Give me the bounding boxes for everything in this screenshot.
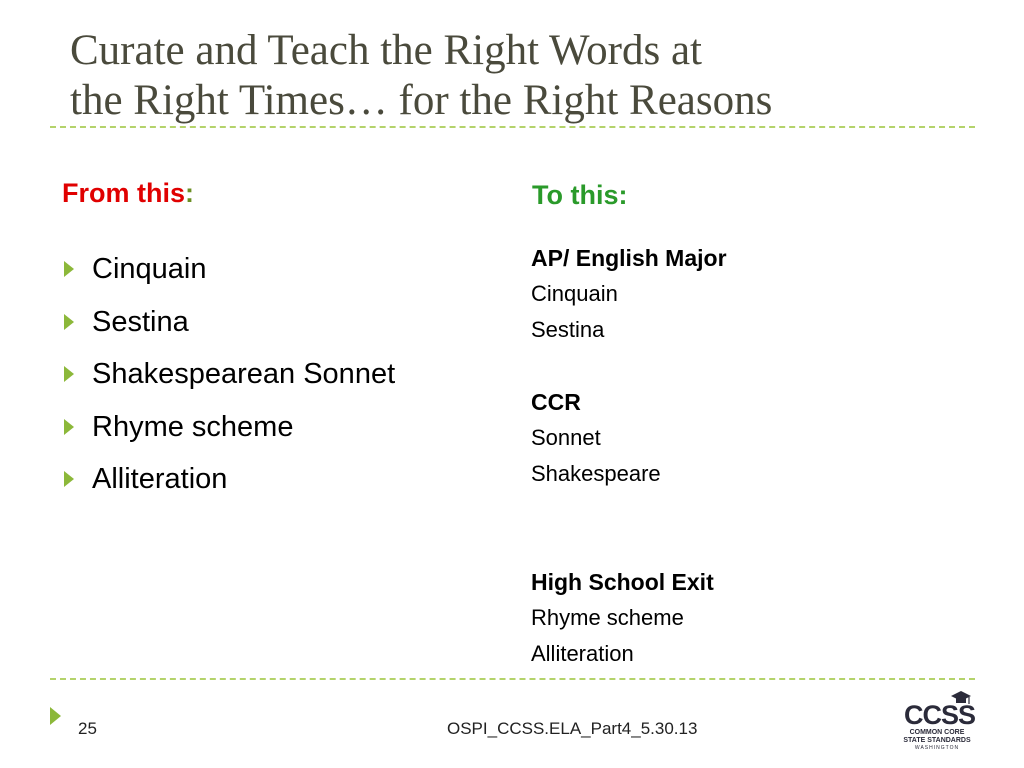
group-ap-english-major xyxy=(531,240,727,348)
group-title: AP/ English Major xyxy=(531,245,727,271)
logo-line3: WASHINGTON xyxy=(914,745,960,751)
group-item: Shakespeare xyxy=(531,461,661,486)
from-list-item-label: Cinquain xyxy=(92,253,207,285)
group-item: Rhyme scheme xyxy=(531,605,684,630)
from-heading-text: From this xyxy=(62,178,186,208)
top-divider xyxy=(50,126,975,128)
from-list-item-label: Alliteration xyxy=(92,463,228,495)
bullet-arrow-icon xyxy=(64,261,74,277)
page-number: 25 xyxy=(78,719,97,738)
logo-abbr: CCSS xyxy=(904,700,976,730)
logo-line2: STATE STANDARDS xyxy=(903,737,971,744)
from-heading-colon: : xyxy=(185,178,195,208)
group-high-school-exit xyxy=(531,564,727,672)
group-item: Sestina xyxy=(531,317,605,342)
to-heading: To this: xyxy=(532,180,628,210)
slide-title-line1: Curate and Teach the Right Words at xyxy=(70,27,703,74)
group-title: CCR xyxy=(531,389,581,415)
logo-text xyxy=(902,729,972,745)
bullet-arrow-icon xyxy=(64,366,74,382)
to-groups xyxy=(531,240,727,672)
from-list xyxy=(62,250,395,513)
bottom-divider xyxy=(50,678,975,680)
from-list-item xyxy=(62,460,395,513)
group-item: Cinquain xyxy=(531,281,618,306)
from-list-item-label: Sestina xyxy=(92,305,189,338)
from-list-item xyxy=(62,250,395,303)
group-title: High School Exit xyxy=(531,569,714,595)
group-ccr xyxy=(531,384,727,492)
from-list-item-label: Shakespearean Sonnet xyxy=(92,358,396,390)
bullet-arrow-icon xyxy=(64,419,74,435)
from-heading xyxy=(62,178,194,209)
footer-arrow-icon xyxy=(50,707,61,725)
bullet-arrow-icon xyxy=(64,471,74,487)
group-spacer xyxy=(531,348,727,384)
group-item: Sonnet xyxy=(531,425,601,450)
group-spacer xyxy=(531,492,727,564)
group-item: Alliteration xyxy=(531,641,634,666)
logo-line1: COMMON CORE xyxy=(909,729,965,736)
ccss-logo xyxy=(898,690,974,750)
bullet-arrow-icon xyxy=(64,314,74,330)
slide-title-line2: the Right Times… for the Right Reasons xyxy=(70,77,773,124)
from-list-item xyxy=(62,355,395,408)
from-list-item-label: Rhyme scheme xyxy=(92,410,294,443)
slide-title xyxy=(70,26,990,126)
from-list-item xyxy=(62,408,395,461)
from-list-item xyxy=(62,303,395,356)
footer-text: OSPI_CCSS.ELA_Part4_5.30.13 xyxy=(447,719,698,738)
